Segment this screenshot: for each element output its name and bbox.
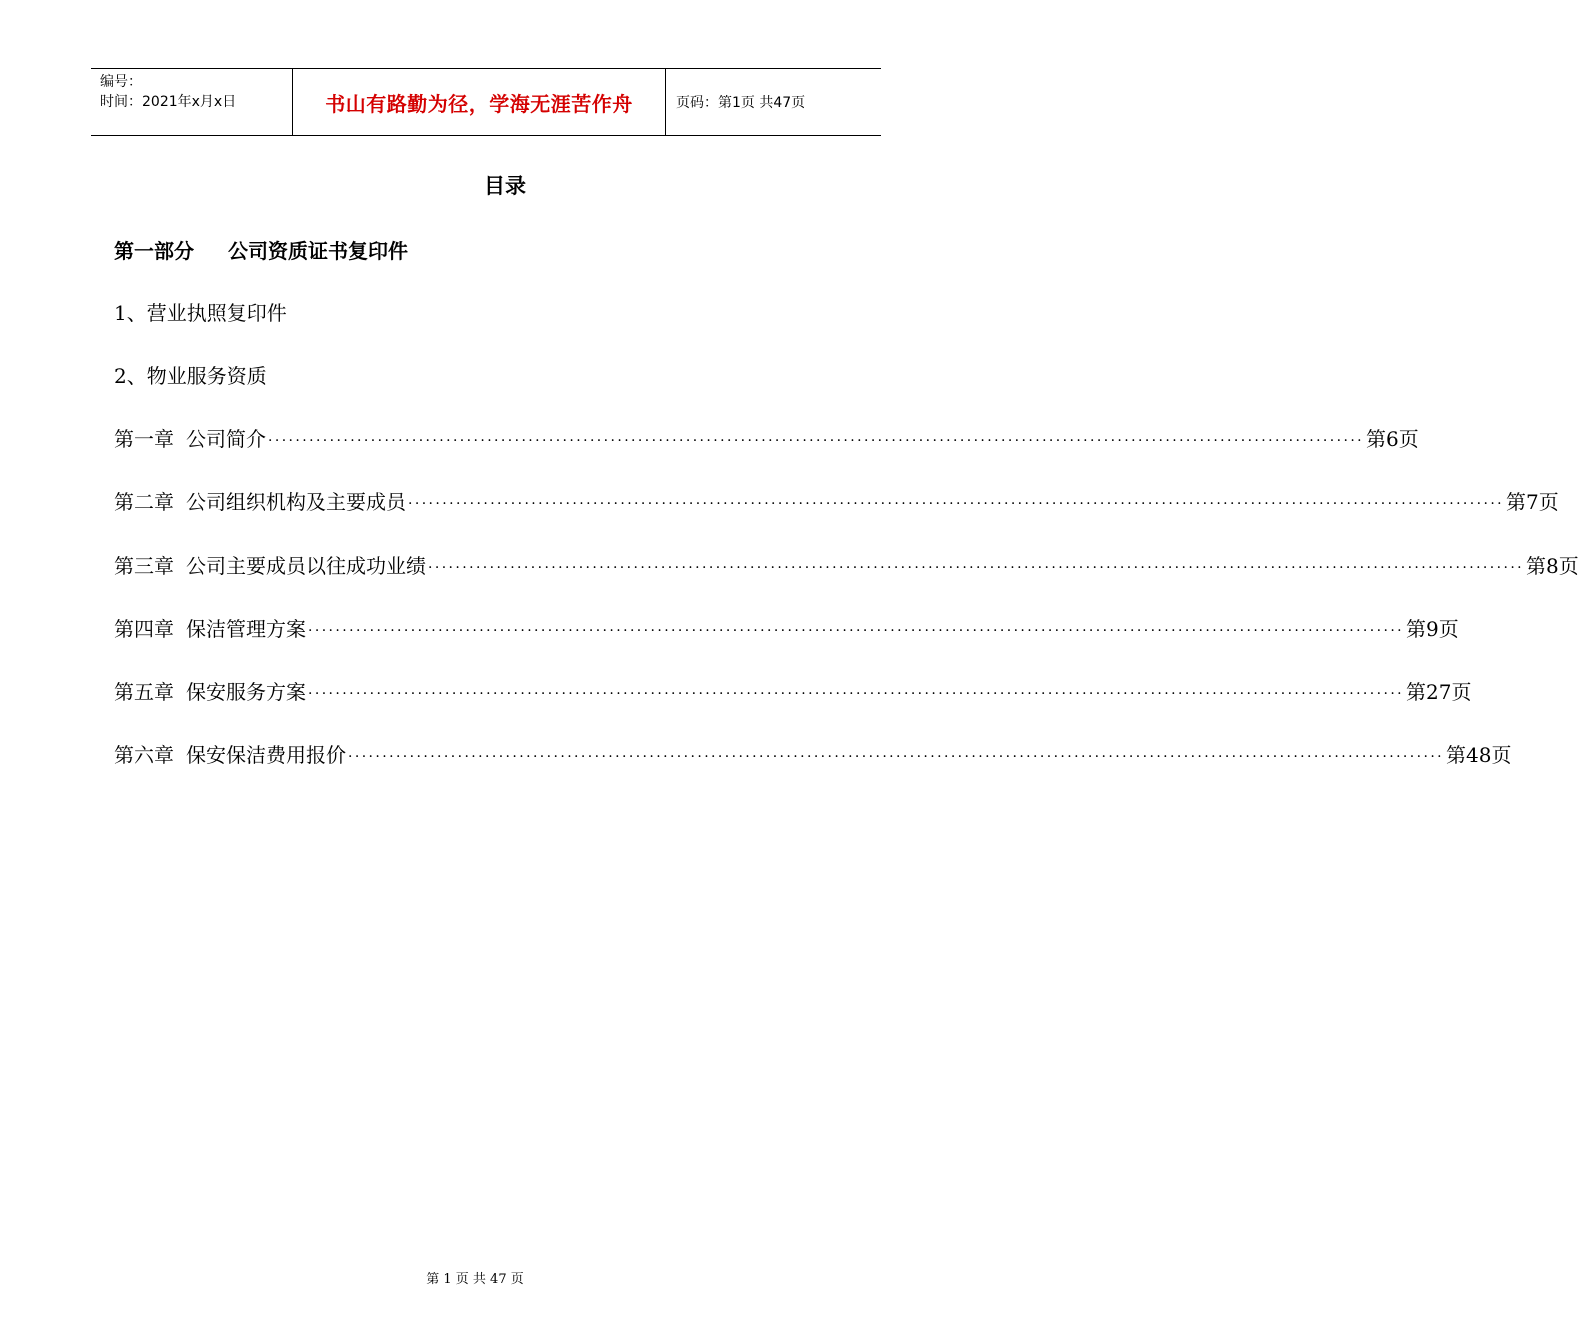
document-time: 时间：2021年x月x日 <box>100 94 237 110</box>
toc-chapter-name: 保安保洁费用报价 <box>186 743 346 767</box>
toc-entry[interactable] <box>114 423 1419 453</box>
sub-item-property-qualification: 2、物业服务资质 <box>114 364 267 388</box>
page-title: 目录 <box>484 174 526 198</box>
toc-chapter-title <box>114 550 426 579</box>
toc-page-number: 第9页 <box>1406 617 1459 641</box>
toc-page-number: 第48页 <box>1446 743 1512 767</box>
toc-entry[interactable] <box>114 676 1472 706</box>
toc-chapter-name: 保洁管理方案 <box>186 617 306 641</box>
toc-leader-dots: ································································································································································ <box>348 749 1445 765</box>
toc-leader-dots: ································································································································································ <box>308 686 1405 702</box>
part-heading <box>114 235 408 264</box>
toc-chapter-title <box>114 486 406 515</box>
toc-chapter-number: 第五章 <box>114 680 174 704</box>
part-label: 第一部分 <box>114 239 194 263</box>
toc-entry[interactable] <box>114 739 1512 769</box>
toc-chapter-name: 公司主要成员以往成功业绩 <box>186 554 426 578</box>
toc-chapter-name: 公司组织机构及主要成员 <box>186 490 406 514</box>
toc-page-number: 第6页 <box>1366 427 1419 451</box>
toc-page-number: 第7页 <box>1506 490 1559 514</box>
toc-chapter-number: 第六章 <box>114 743 174 767</box>
toc-chapter-title <box>114 676 306 705</box>
toc-entry[interactable] <box>114 486 1559 516</box>
toc-entry[interactable] <box>114 613 1459 643</box>
toc-chapter-name: 保安服务方案 <box>186 680 306 704</box>
toc-chapter-number: 第一章 <box>114 427 174 451</box>
header-meta <box>91 69 293 135</box>
toc-leader-dots: ································································································································································ <box>408 496 1505 512</box>
header-motto: 书山有路勤为径，学海无涯苦作舟 <box>293 69 666 135</box>
sub-item-business-license: 1、营业执照复印件 <box>114 301 287 325</box>
page-footer: 第 1 页 共 47 页 <box>426 1272 524 1287</box>
document-number-label: 编号： <box>100 74 142 90</box>
toc-leader-dots: ································································································································································ <box>268 433 1365 449</box>
toc-entry[interactable] <box>114 550 1579 580</box>
toc-chapter-title <box>114 739 346 768</box>
page-header <box>91 68 881 136</box>
toc-chapter-number: 第四章 <box>114 617 174 641</box>
header-page-info: 页码：第1页 共47页 <box>676 95 806 111</box>
toc-leader-dots: ································································································································································ <box>308 623 1405 639</box>
toc-page-number: 第27页 <box>1406 680 1472 704</box>
toc-chapter-title <box>114 613 306 642</box>
toc-page-number: 第8页 <box>1526 554 1579 578</box>
toc-leader-dots: ································································································································································ <box>428 560 1525 576</box>
toc-chapter-name: 公司简介 <box>186 427 266 451</box>
toc-chapter-title <box>114 423 266 452</box>
toc-chapter-number: 第三章 <box>114 554 174 578</box>
part-name: 公司资质证书复印件 <box>228 239 408 263</box>
toc-chapter-number: 第二章 <box>114 490 174 514</box>
